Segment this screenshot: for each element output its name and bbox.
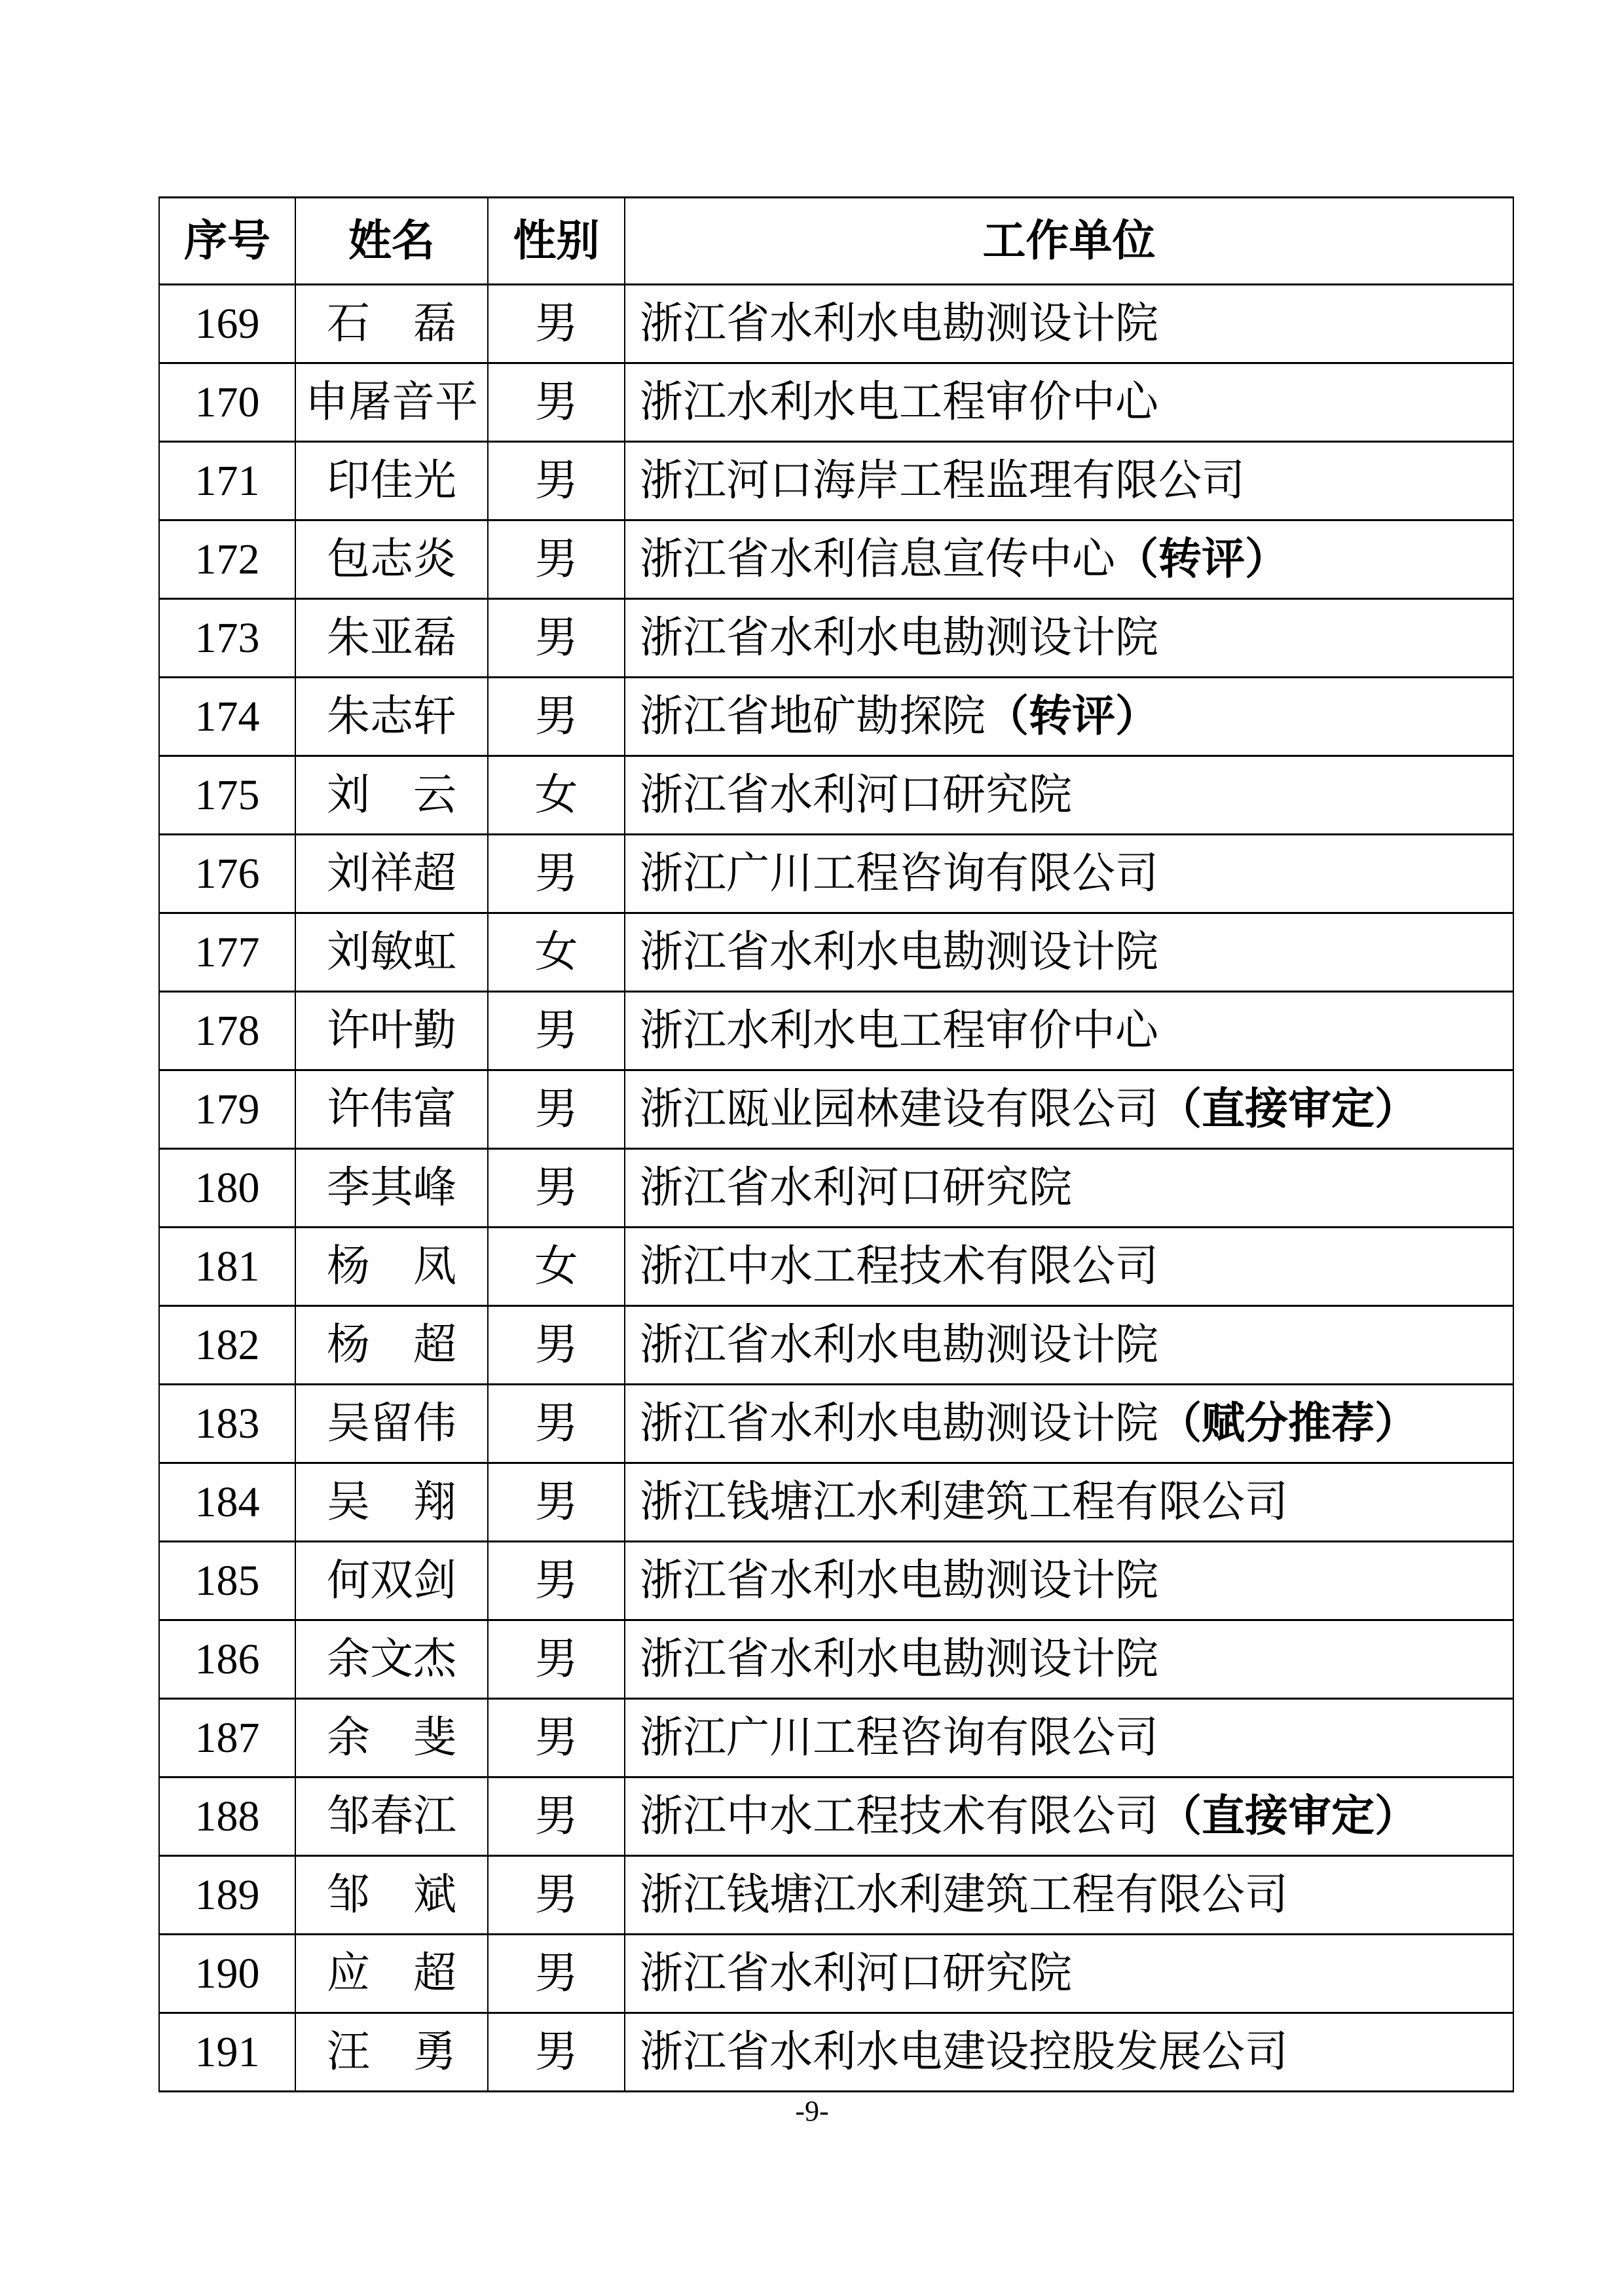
cell-name: 许伟富 [295,1070,488,1149]
unit-name: 浙江省水利河口研究院 [640,1164,1072,1212]
unit-name: 浙江省水利水电勘测设计院 [640,614,1158,663]
cell-index: 174 [159,678,295,756]
cell-index: 171 [159,442,295,520]
table-row [159,599,1513,678]
unit-name: 浙江省水利河口研究院 [640,1950,1072,1998]
cell-gender: 男 [488,1306,625,1385]
cell-gender: 男 [488,442,625,520]
cell-unit [625,678,1513,756]
cell-unit [625,1070,1513,1149]
cell-name: 石 磊 [295,285,488,363]
table-row [159,913,1513,992]
cell-gender: 男 [488,992,625,1070]
table-row [159,1385,1513,1463]
cell-index: 183 [159,1385,295,1463]
cell-index: 170 [159,363,295,442]
table-row [159,1699,1513,1777]
cell-gender: 男 [488,285,625,363]
unit-name: 浙江省水利水电勘测设计院 [640,300,1158,348]
unit-annotation: （赋分推荐） [1158,1398,1418,1448]
cell-index: 172 [159,520,295,599]
unit-annotation: （直接审定） [1158,1791,1418,1840]
cell-name: 刘祥超 [295,835,488,913]
table-body [159,285,1513,2092]
cell-unit [625,992,1513,1070]
cell-index: 184 [159,1463,295,1542]
table-row [159,1856,1513,1935]
unit-name: 浙江水利水电工程审价中心 [640,1007,1158,1055]
header-cell-unit: 工作单位 [625,198,1513,285]
unit-name: 浙江省水利水电建设控股发展公司 [640,2028,1288,2077]
cell-gender: 女 [488,756,625,835]
cell-gender: 女 [488,913,625,992]
unit-annotation: （转评） [1115,534,1288,583]
unit-name: 浙江省地矿勘探院 [640,693,986,741]
table-row [159,1463,1513,1542]
cell-unit [625,1935,1513,2013]
table-row [159,363,1513,442]
cell-gender: 男 [488,678,625,756]
cell-name: 应 超 [295,1935,488,2013]
cell-gender: 女 [488,1228,625,1306]
cell-unit [625,1856,1513,1935]
table-row [159,1149,1513,1228]
cell-gender: 男 [488,1542,625,1620]
cell-gender: 男 [488,520,625,599]
cell-index: 173 [159,599,295,678]
cell-gender: 男 [488,1385,625,1463]
header-cell-name: 姓名 [295,198,488,285]
unit-name: 浙江河口海岸工程监理有限公司 [640,457,1245,505]
cell-unit [625,285,1513,363]
cell-index: 188 [159,1777,295,1856]
cell-unit [625,520,1513,599]
cell-gender: 男 [488,1070,625,1149]
cell-name: 何双剑 [295,1542,488,1620]
unit-name: 浙江省水利水电勘测设计院 [640,1557,1158,1605]
roster-table [158,196,1514,2092]
unit-name: 浙江中水工程技术有限公司 [640,1793,1158,1841]
cell-unit [625,1385,1513,1463]
table-row [159,835,1513,913]
cell-index: 180 [159,1149,295,1228]
cell-index: 191 [159,2013,295,2092]
unit-annotation: （直接审定） [1158,1084,1418,1133]
cell-unit [625,1542,1513,1620]
unit-name: 浙江省水利水电勘测设计院 [640,1635,1158,1684]
cell-name: 邹 斌 [295,1856,488,1935]
cell-name: 朱亚磊 [295,599,488,678]
header-cell-index: 序号 [159,198,295,285]
table-row [159,992,1513,1070]
unit-name: 浙江水利水电工程审价中心 [640,378,1158,427]
cell-index: 175 [159,756,295,835]
cell-gender: 男 [488,1777,625,1856]
cell-index: 190 [159,1935,295,2013]
unit-name: 浙江中水工程技术有限公司 [640,1243,1158,1291]
table-row [159,1542,1513,1620]
cell-gender: 男 [488,1856,625,1935]
table-row [159,1777,1513,1856]
header-row [159,198,1513,285]
cell-index: 176 [159,835,295,913]
cell-name: 邹春江 [295,1777,488,1856]
table-row [159,678,1513,756]
cell-name: 吴 翔 [295,1463,488,1542]
cell-name: 包志炎 [295,520,488,599]
cell-index: 178 [159,992,295,1070]
table-row [159,1935,1513,2013]
table-row [159,2013,1513,2092]
unit-annotation: （转评） [986,691,1158,740]
cell-name: 李其峰 [295,1149,488,1228]
cell-unit [625,1149,1513,1228]
cell-name: 印佳光 [295,442,488,520]
cell-unit [625,2013,1513,2092]
table-row [159,1228,1513,1306]
cell-name: 刘敏虹 [295,913,488,992]
cell-gender: 男 [488,1935,625,2013]
cell-name: 汪 勇 [295,2013,488,2092]
table-row [159,1070,1513,1149]
cell-name: 申屠音平 [295,363,488,442]
cell-unit [625,363,1513,442]
unit-name: 浙江省水利水电勘测设计院 [640,1400,1158,1448]
cell-index: 182 [159,1306,295,1385]
cell-index: 169 [159,285,295,363]
cell-gender: 男 [488,1149,625,1228]
cell-index: 177 [159,913,295,992]
cell-gender: 男 [488,599,625,678]
cell-name: 杨 凤 [295,1228,488,1306]
cell-gender: 男 [488,363,625,442]
unit-name: 浙江省水利水电勘测设计院 [640,928,1158,977]
cell-gender: 男 [488,1699,625,1777]
table-row [159,756,1513,835]
cell-name: 许叶勤 [295,992,488,1070]
cell-gender: 男 [488,1620,625,1699]
unit-name: 浙江省水利河口研究院 [640,771,1072,820]
unit-name: 浙江省水利水电勘测设计院 [640,1321,1158,1370]
cell-name: 余 斐 [295,1699,488,1777]
cell-unit [625,756,1513,835]
cell-unit [625,1777,1513,1856]
cell-name: 杨 超 [295,1306,488,1385]
cell-unit [625,442,1513,520]
cell-unit [625,1463,1513,1542]
cell-index: 187 [159,1699,295,1777]
cell-name: 朱志轩 [295,678,488,756]
cell-name: 刘 云 [295,756,488,835]
cell-index: 186 [159,1620,295,1699]
cell-unit [625,835,1513,913]
cell-unit [625,913,1513,992]
unit-name: 浙江广川工程咨询有限公司 [640,850,1158,898]
table-row [159,285,1513,363]
cell-unit [625,1620,1513,1699]
cell-unit [625,1306,1513,1385]
cell-gender: 男 [488,835,625,913]
unit-name: 浙江广川工程咨询有限公司 [640,1714,1158,1762]
cell-gender: 男 [488,1463,625,1542]
cell-unit [625,599,1513,678]
cell-name: 吴留伟 [295,1385,488,1463]
cell-index: 179 [159,1070,295,1149]
cell-gender: 男 [488,2013,625,2092]
cell-index: 185 [159,1542,295,1620]
cell-unit [625,1228,1513,1306]
table-row [159,1620,1513,1699]
cell-index: 181 [159,1228,295,1306]
table-row [159,1306,1513,1385]
unit-name: 浙江省水利信息宣传中心 [640,536,1115,584]
table-row [159,442,1513,520]
unit-name: 浙江瓯业园林建设有限公司 [640,1085,1158,1134]
table-row [159,520,1513,599]
page-number: -9- [795,2095,829,2127]
header-cell-gender: 性别 [488,198,625,285]
unit-name: 浙江钱塘江水利建筑工程有限公司 [640,1478,1288,1527]
unit-name: 浙江钱塘江水利建筑工程有限公司 [640,1871,1288,1920]
cell-name: 余文杰 [295,1620,488,1699]
cell-unit [625,1699,1513,1777]
cell-index: 189 [159,1856,295,1935]
